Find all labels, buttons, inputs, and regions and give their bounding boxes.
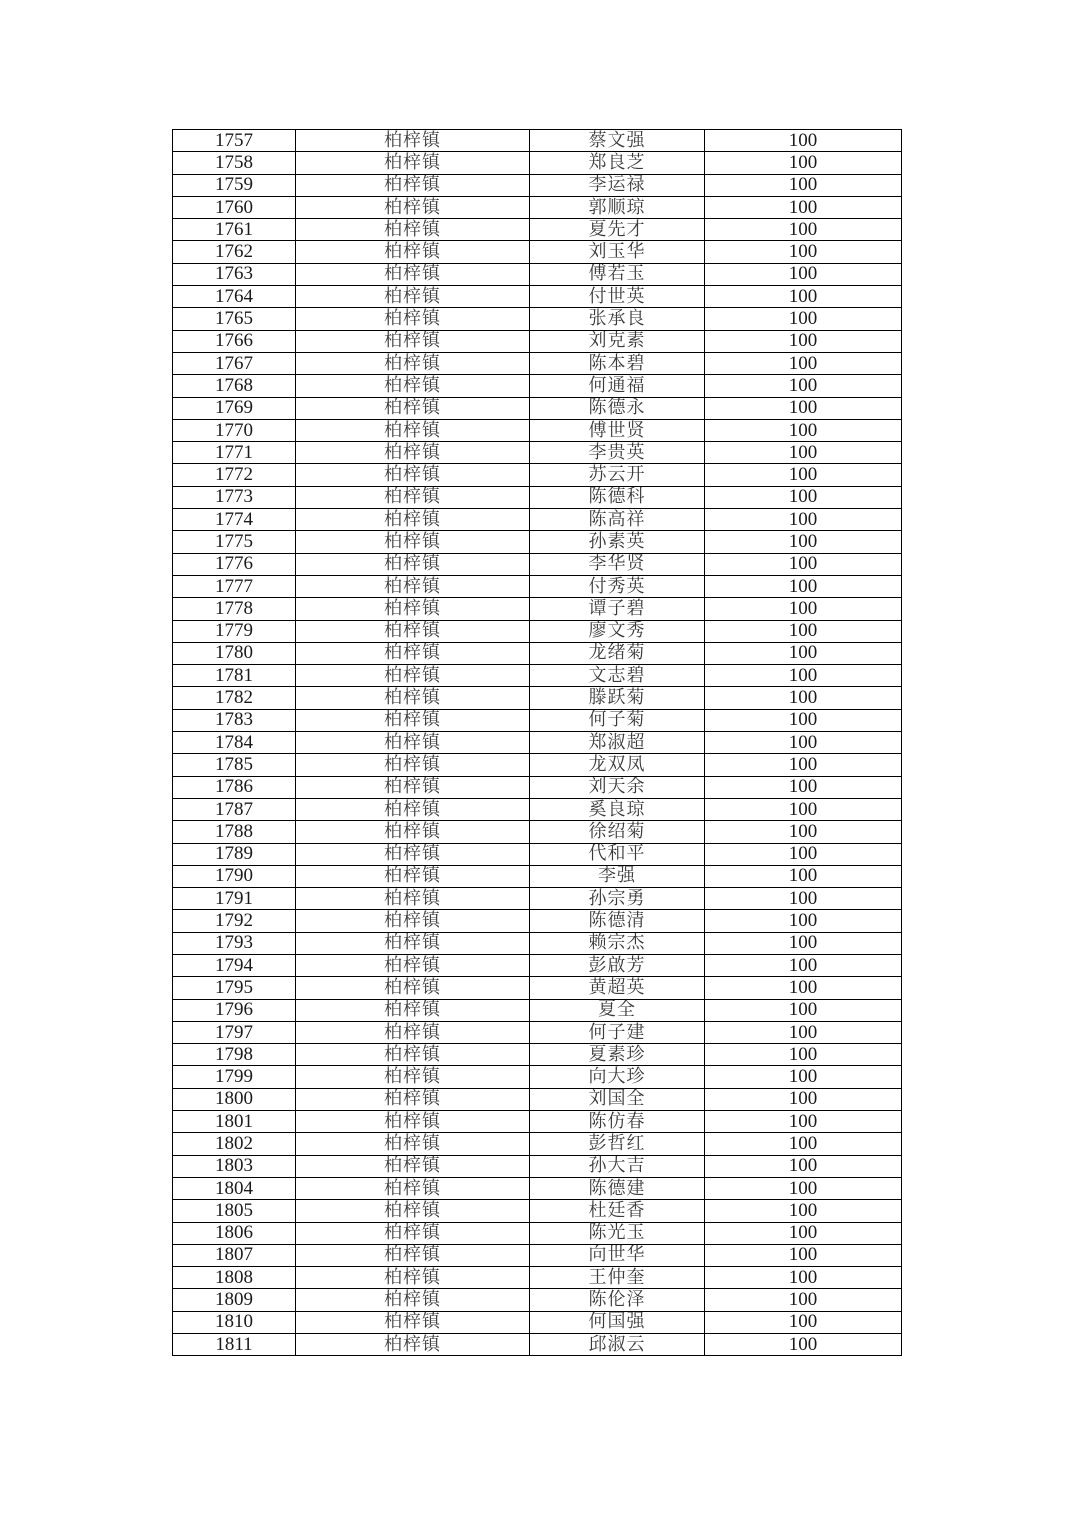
cell-amount: 100 (705, 687, 902, 709)
cell-number: 1761 (173, 219, 296, 241)
cell-amount: 100 (705, 263, 902, 285)
cell-town: 柏梓镇 (296, 130, 530, 152)
table-row (173, 1222, 902, 1244)
cell-amount: 100 (705, 665, 902, 687)
cell-number: 1766 (173, 330, 296, 352)
cell-name: 郭顺琼 (530, 196, 705, 218)
cell-number: 1799 (173, 1066, 296, 1088)
cell-town: 柏梓镇 (296, 330, 530, 352)
cell-name: 陈德清 (530, 910, 705, 932)
cell-town: 柏梓镇 (296, 196, 530, 218)
cell-town: 柏梓镇 (296, 910, 530, 932)
cell-name: 邱淑云 (530, 1334, 705, 1356)
cell-town: 柏梓镇 (296, 375, 530, 397)
cell-town: 柏梓镇 (296, 464, 530, 486)
cell-number: 1762 (173, 241, 296, 263)
cell-amount: 100 (705, 709, 902, 731)
cell-name: 付秀英 (530, 575, 705, 597)
cell-number: 1775 (173, 531, 296, 553)
table-row (173, 553, 902, 575)
cell-town: 柏梓镇 (296, 865, 530, 887)
table-row (173, 241, 902, 263)
table-row (173, 709, 902, 731)
table-row (173, 754, 902, 776)
table-row (173, 865, 902, 887)
table-row (173, 1133, 902, 1155)
table-row (173, 397, 902, 419)
table-row (173, 598, 902, 620)
table-row (173, 1311, 902, 1333)
cell-name: 陈德建 (530, 1177, 705, 1199)
cell-name: 杜廷香 (530, 1200, 705, 1222)
cell-name: 徐绍菊 (530, 821, 705, 843)
table-row (173, 888, 902, 910)
cell-amount: 100 (705, 1244, 902, 1266)
cell-name: 陈德科 (530, 486, 705, 508)
cell-town: 柏梓镇 (296, 1177, 530, 1199)
cell-town: 柏梓镇 (296, 954, 530, 976)
cell-town: 柏梓镇 (296, 709, 530, 731)
table-row (173, 1289, 902, 1311)
cell-name: 王仲奎 (530, 1267, 705, 1289)
cell-name: 刘玉华 (530, 241, 705, 263)
cell-number: 1773 (173, 486, 296, 508)
table-row (173, 798, 902, 820)
cell-amount: 100 (705, 531, 902, 553)
cell-number: 1795 (173, 977, 296, 999)
cell-number: 1797 (173, 1021, 296, 1043)
cell-town: 柏梓镇 (296, 509, 530, 531)
cell-name: 陈光玉 (530, 1222, 705, 1244)
cell-amount: 100 (705, 1021, 902, 1043)
cell-number: 1788 (173, 821, 296, 843)
cell-town: 柏梓镇 (296, 308, 530, 330)
table-row (173, 977, 902, 999)
cell-amount: 100 (705, 1289, 902, 1311)
cell-town: 柏梓镇 (296, 732, 530, 754)
cell-number: 1778 (173, 598, 296, 620)
table-row (173, 486, 902, 508)
cell-name: 陈本碧 (530, 352, 705, 374)
table-row (173, 575, 902, 597)
cell-town: 柏梓镇 (296, 1289, 530, 1311)
table-row (173, 219, 902, 241)
cell-town: 柏梓镇 (296, 932, 530, 954)
cell-amount: 100 (705, 642, 902, 664)
cell-town: 柏梓镇 (296, 553, 530, 575)
cell-amount: 100 (705, 1044, 902, 1066)
cell-name: 向大珍 (530, 1066, 705, 1088)
cell-amount: 100 (705, 486, 902, 508)
cell-name: 李强 (530, 865, 705, 887)
cell-town: 柏梓镇 (296, 665, 530, 687)
table-row (173, 1334, 902, 1356)
cell-number: 1757 (173, 130, 296, 152)
table-row (173, 687, 902, 709)
cell-number: 1760 (173, 196, 296, 218)
cell-amount: 100 (705, 999, 902, 1021)
cell-name: 谭子碧 (530, 598, 705, 620)
table-row (173, 642, 902, 664)
cell-number: 1763 (173, 263, 296, 285)
table-row (173, 1111, 902, 1133)
cell-number: 1805 (173, 1200, 296, 1222)
cell-town: 柏梓镇 (296, 1311, 530, 1333)
cell-number: 1804 (173, 1177, 296, 1199)
cell-amount: 100 (705, 1311, 902, 1333)
cell-amount: 100 (705, 821, 902, 843)
cell-town: 柏梓镇 (296, 1244, 530, 1266)
cell-town: 柏梓镇 (296, 174, 530, 196)
cell-number: 1780 (173, 642, 296, 664)
cell-number: 1786 (173, 776, 296, 798)
cell-number: 1782 (173, 687, 296, 709)
table-row (173, 152, 902, 174)
cell-amount: 100 (705, 977, 902, 999)
cell-town: 柏梓镇 (296, 531, 530, 553)
table-row (173, 620, 902, 642)
cell-town: 柏梓镇 (296, 776, 530, 798)
cell-town: 柏梓镇 (296, 888, 530, 910)
cell-number: 1803 (173, 1155, 296, 1177)
cell-amount: 100 (705, 865, 902, 887)
cell-town: 柏梓镇 (296, 1088, 530, 1110)
cell-name: 奚良琼 (530, 798, 705, 820)
table-row (173, 442, 902, 464)
cell-number: 1810 (173, 1311, 296, 1333)
cell-number: 1794 (173, 954, 296, 976)
cell-amount: 100 (705, 196, 902, 218)
cell-amount: 100 (705, 843, 902, 865)
cell-number: 1776 (173, 553, 296, 575)
cell-town: 柏梓镇 (296, 486, 530, 508)
cell-number: 1791 (173, 888, 296, 910)
cell-town: 柏梓镇 (296, 352, 530, 374)
cell-number: 1798 (173, 1044, 296, 1066)
cell-town: 柏梓镇 (296, 798, 530, 820)
cell-town: 柏梓镇 (296, 1200, 530, 1222)
cell-name: 陈仿春 (530, 1111, 705, 1133)
table-row (173, 1177, 902, 1199)
cell-number: 1769 (173, 397, 296, 419)
cell-number: 1772 (173, 464, 296, 486)
cell-amount: 100 (705, 1200, 902, 1222)
cell-number: 1793 (173, 932, 296, 954)
cell-amount: 100 (705, 553, 902, 575)
cell-town: 柏梓镇 (296, 1334, 530, 1356)
cell-town: 柏梓镇 (296, 1133, 530, 1155)
table-row (173, 1066, 902, 1088)
cell-town: 柏梓镇 (296, 575, 530, 597)
cell-number: 1809 (173, 1289, 296, 1311)
cell-name: 何子菊 (530, 709, 705, 731)
cell-town: 柏梓镇 (296, 977, 530, 999)
cell-amount: 100 (705, 910, 902, 932)
cell-town: 柏梓镇 (296, 598, 530, 620)
cell-number: 1785 (173, 754, 296, 776)
cell-number: 1792 (173, 910, 296, 932)
cell-amount: 100 (705, 776, 902, 798)
cell-name: 何通福 (530, 375, 705, 397)
cell-number: 1779 (173, 620, 296, 642)
cell-name: 夏先才 (530, 219, 705, 241)
cell-name: 孙大吉 (530, 1155, 705, 1177)
table-row (173, 330, 902, 352)
cell-name: 苏云开 (530, 464, 705, 486)
cell-name: 夏素珍 (530, 1044, 705, 1066)
cell-number: 1807 (173, 1244, 296, 1266)
cell-number: 1777 (173, 575, 296, 597)
cell-amount: 100 (705, 419, 902, 441)
table-row (173, 1088, 902, 1110)
table-row (173, 509, 902, 531)
cell-amount: 100 (705, 1133, 902, 1155)
cell-number: 1801 (173, 1111, 296, 1133)
table-row (173, 419, 902, 441)
cell-name: 傅若玉 (530, 263, 705, 285)
cell-amount: 100 (705, 754, 902, 776)
cell-number: 1784 (173, 732, 296, 754)
cell-town: 柏梓镇 (296, 642, 530, 664)
cell-name: 李贵英 (530, 442, 705, 464)
cell-amount: 100 (705, 442, 902, 464)
table-row (173, 174, 902, 196)
table-row (173, 910, 902, 932)
cell-name: 陈高祥 (530, 509, 705, 531)
cell-town: 柏梓镇 (296, 1111, 530, 1133)
cell-name: 李运禄 (530, 174, 705, 196)
cell-number: 1765 (173, 308, 296, 330)
cell-town: 柏梓镇 (296, 286, 530, 308)
cell-name: 傅世贤 (530, 419, 705, 441)
cell-town: 柏梓镇 (296, 1155, 530, 1177)
cell-amount: 100 (705, 888, 902, 910)
table-row (173, 1155, 902, 1177)
cell-name: 张承良 (530, 308, 705, 330)
cell-name: 彭啟芳 (530, 954, 705, 976)
cell-amount: 100 (705, 130, 902, 152)
table-row (173, 665, 902, 687)
cell-amount: 100 (705, 308, 902, 330)
cell-town: 柏梓镇 (296, 263, 530, 285)
cell-number: 1767 (173, 352, 296, 374)
cell-number: 1774 (173, 509, 296, 531)
cell-number: 1796 (173, 999, 296, 1021)
cell-amount: 100 (705, 575, 902, 597)
table-row (173, 464, 902, 486)
cell-town: 柏梓镇 (296, 821, 530, 843)
cell-town: 柏梓镇 (296, 1044, 530, 1066)
cell-name: 何国强 (530, 1311, 705, 1333)
cell-town: 柏梓镇 (296, 241, 530, 263)
cell-amount: 100 (705, 1222, 902, 1244)
table-row (173, 375, 902, 397)
cell-town: 柏梓镇 (296, 687, 530, 709)
cell-number: 1808 (173, 1267, 296, 1289)
table-row (173, 263, 902, 285)
cell-amount: 100 (705, 174, 902, 196)
table-row (173, 932, 902, 954)
cell-name: 付世英 (530, 286, 705, 308)
cell-name: 滕跃菊 (530, 687, 705, 709)
cell-number: 1783 (173, 709, 296, 731)
cell-number: 1764 (173, 286, 296, 308)
table-row (173, 196, 902, 218)
cell-name: 龙绪菊 (530, 642, 705, 664)
cell-amount: 100 (705, 509, 902, 531)
table-row (173, 352, 902, 374)
cell-name: 龙双凤 (530, 754, 705, 776)
cell-town: 柏梓镇 (296, 152, 530, 174)
cell-amount: 100 (705, 1088, 902, 1110)
cell-name: 刘国全 (530, 1088, 705, 1110)
cell-number: 1811 (173, 1334, 296, 1356)
cell-number: 1759 (173, 174, 296, 196)
cell-amount: 100 (705, 1111, 902, 1133)
cell-name: 蔡文强 (530, 130, 705, 152)
table-row (173, 308, 902, 330)
cell-name: 陈德永 (530, 397, 705, 419)
cell-name: 文志碧 (530, 665, 705, 687)
cell-amount: 100 (705, 352, 902, 374)
cell-town: 柏梓镇 (296, 1021, 530, 1043)
table-row (173, 531, 902, 553)
cell-amount: 100 (705, 219, 902, 241)
cell-amount: 100 (705, 1267, 902, 1289)
cell-name: 黄超英 (530, 977, 705, 999)
cell-name: 刘天余 (530, 776, 705, 798)
cell-amount: 100 (705, 598, 902, 620)
cell-number: 1802 (173, 1133, 296, 1155)
cell-amount: 100 (705, 152, 902, 174)
cell-number: 1789 (173, 843, 296, 865)
table-row (173, 999, 902, 1021)
cell-amount: 100 (705, 464, 902, 486)
cell-name: 郑良芝 (530, 152, 705, 174)
cell-number: 1771 (173, 442, 296, 464)
cell-name: 廖文秀 (530, 620, 705, 642)
roster-table (172, 129, 902, 1356)
cell-town: 柏梓镇 (296, 442, 530, 464)
cell-name: 何子建 (530, 1021, 705, 1043)
cell-amount: 100 (705, 1334, 902, 1356)
cell-name: 赖宗杰 (530, 932, 705, 954)
cell-name: 郑淑超 (530, 732, 705, 754)
cell-town: 柏梓镇 (296, 1267, 530, 1289)
cell-amount: 100 (705, 330, 902, 352)
cell-town: 柏梓镇 (296, 620, 530, 642)
cell-number: 1781 (173, 665, 296, 687)
cell-name: 彭哲红 (530, 1133, 705, 1155)
cell-town: 柏梓镇 (296, 419, 530, 441)
cell-name: 孙素英 (530, 531, 705, 553)
cell-name: 向世华 (530, 1244, 705, 1266)
cell-name: 孙宗勇 (530, 888, 705, 910)
table-row (173, 843, 902, 865)
cell-town: 柏梓镇 (296, 397, 530, 419)
cell-town: 柏梓镇 (296, 754, 530, 776)
cell-amount: 100 (705, 1177, 902, 1199)
cell-town: 柏梓镇 (296, 219, 530, 241)
cell-amount: 100 (705, 286, 902, 308)
cell-number: 1787 (173, 798, 296, 820)
table-row (173, 954, 902, 976)
cell-amount: 100 (705, 732, 902, 754)
cell-number: 1768 (173, 375, 296, 397)
cell-amount: 100 (705, 954, 902, 976)
table-row (173, 776, 902, 798)
cell-town: 柏梓镇 (296, 843, 530, 865)
cell-name: 陈伦泽 (530, 1289, 705, 1311)
cell-name: 刘克素 (530, 330, 705, 352)
table-row (173, 732, 902, 754)
cell-number: 1800 (173, 1088, 296, 1110)
cell-amount: 100 (705, 1066, 902, 1088)
cell-number: 1806 (173, 1222, 296, 1244)
table-row (173, 1021, 902, 1043)
table-row (173, 1267, 902, 1289)
cell-number: 1770 (173, 419, 296, 441)
table-row (173, 130, 902, 152)
cell-town: 柏梓镇 (296, 1222, 530, 1244)
cell-name: 夏全 (530, 999, 705, 1021)
cell-amount: 100 (705, 375, 902, 397)
cell-name: 李华贤 (530, 553, 705, 575)
cell-number: 1758 (173, 152, 296, 174)
cell-amount: 100 (705, 241, 902, 263)
cell-name: 代和平 (530, 843, 705, 865)
cell-amount: 100 (705, 798, 902, 820)
table-row (173, 1200, 902, 1222)
table-row (173, 1044, 902, 1066)
cell-amount: 100 (705, 1155, 902, 1177)
table-row (173, 821, 902, 843)
cell-number: 1790 (173, 865, 296, 887)
table-row (173, 1244, 902, 1266)
cell-amount: 100 (705, 397, 902, 419)
cell-amount: 100 (705, 932, 902, 954)
cell-amount: 100 (705, 620, 902, 642)
table-row (173, 286, 902, 308)
cell-town: 柏梓镇 (296, 1066, 530, 1088)
cell-town: 柏梓镇 (296, 999, 530, 1021)
roster-table-body (173, 130, 902, 1356)
